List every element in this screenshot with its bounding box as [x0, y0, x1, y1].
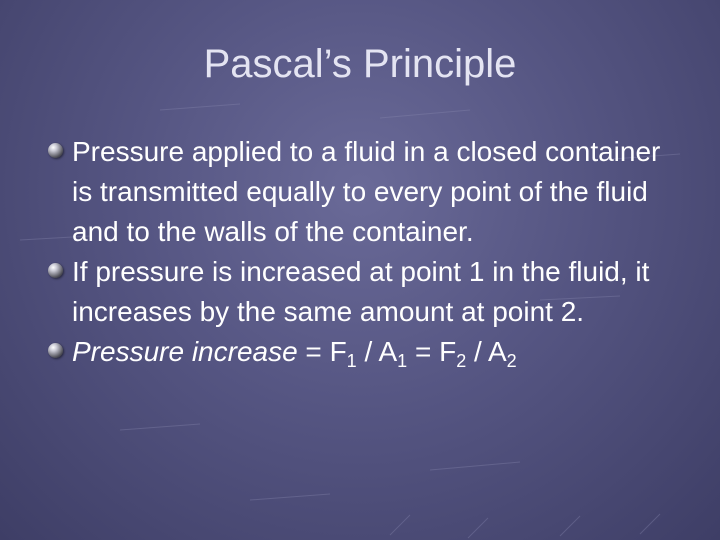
- slide-title: Pascal’s Principle: [203, 42, 517, 86]
- subscript: 2: [456, 351, 467, 371]
- bullet-item: [48, 132, 668, 252]
- equation-item: [48, 332, 668, 372]
- bullet-dot-icon: [48, 263, 63, 278]
- subscript: 2: [506, 351, 517, 371]
- bullet-text: If pressure is increased at point 1 in the fluid, it increases by the same amount at point 2.: [72, 256, 650, 327]
- bullet-item: [48, 252, 668, 332]
- equation-part: / A: [466, 336, 507, 367]
- equation-part: / A: [356, 336, 398, 367]
- equation-part: = F: [407, 336, 457, 367]
- equation-label: Pressure increase: [72, 336, 298, 367]
- subscript: 1: [346, 351, 357, 371]
- bullet-text: Pressure applied to a fluid in a closed container is transmitted equally to every point of the fluid and to the walls of the container.: [72, 136, 661, 247]
- bullet-list: [48, 132, 668, 372]
- bullet-dot-icon: [48, 143, 63, 158]
- subscript: 1: [397, 351, 408, 371]
- equation-part: = F: [297, 336, 347, 367]
- bullet-dot-icon: [48, 343, 63, 358]
